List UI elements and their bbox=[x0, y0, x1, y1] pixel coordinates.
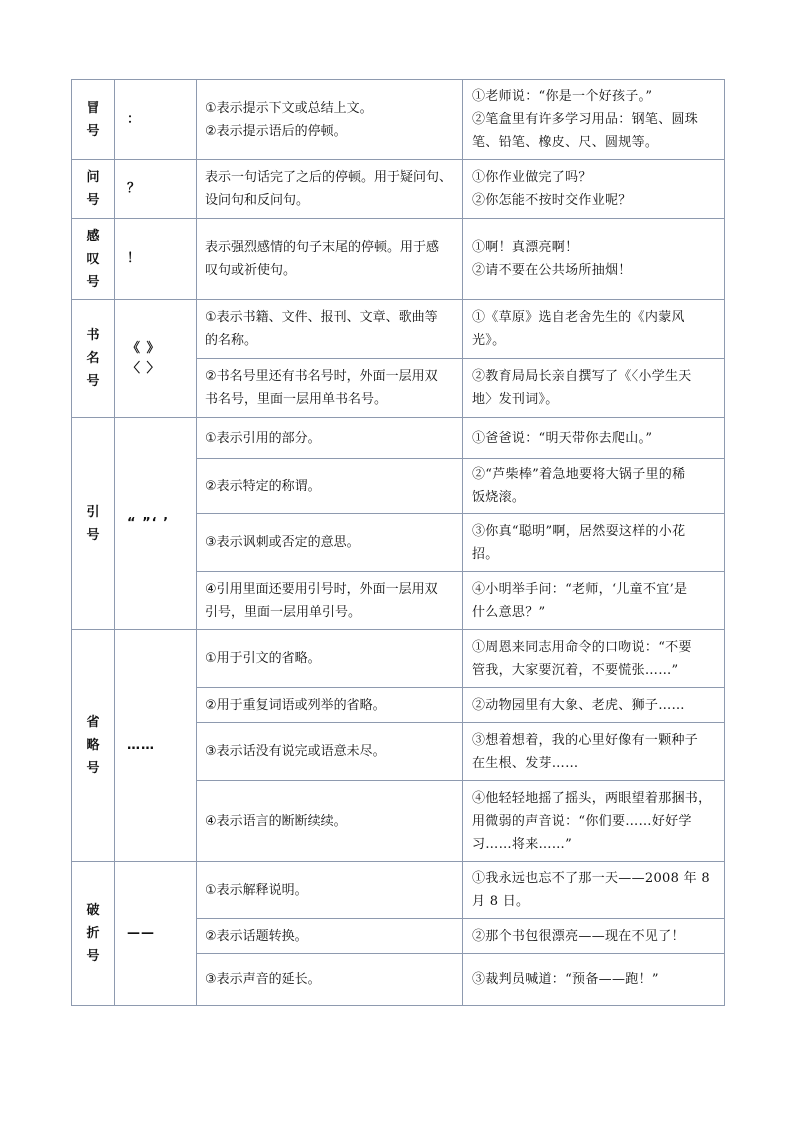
punctuation-name-char: 叹 bbox=[86, 251, 100, 267]
usage-text: ③表示话没有说完或语意未尽。 bbox=[205, 744, 386, 759]
punctuation-symbol: “ ”‘ ’ bbox=[127, 515, 170, 531]
example-text: ②动物园里有大象、老虎、狮子…… bbox=[472, 697, 685, 713]
example-text: 什么意思？” bbox=[472, 604, 546, 620]
usage-text: ②书名号里还有书名号时，外面一层用双 bbox=[205, 369, 438, 384]
punctuation-name-char: 引 bbox=[86, 504, 100, 520]
usage-text: ①表示书籍、文件、报刊、文章、歌曲等 bbox=[205, 310, 438, 325]
table-row bbox=[72, 630, 725, 688]
punctuation-name-char: 号 bbox=[86, 527, 100, 543]
punctuation-name-char: 号 bbox=[86, 949, 100, 964]
usage-text: ③表示声音的延长。 bbox=[205, 972, 321, 987]
usage-text: ①表示提示下文或总结上文。 bbox=[205, 100, 373, 116]
table-row bbox=[72, 418, 725, 459]
punctuation-name-char: 号 bbox=[86, 761, 100, 776]
punctuation-name-char: 书 bbox=[86, 328, 100, 343]
example-cell bbox=[463, 219, 725, 300]
punctuation-symbol: 〈 〉 bbox=[127, 360, 161, 376]
punctuation-symbol-cell bbox=[115, 80, 197, 160]
usage-text: 书名号，里面一层用单书名号。 bbox=[205, 392, 388, 407]
usage-cell bbox=[197, 630, 463, 688]
example-text: 习……将来……” bbox=[472, 836, 573, 852]
usage-cell bbox=[197, 514, 463, 572]
example-cell bbox=[463, 459, 725, 514]
usage-text: 表示一句话完了之后的停顿。用于疑问句、 bbox=[205, 170, 453, 185]
usage-cell bbox=[197, 80, 463, 160]
usage-cell bbox=[197, 219, 463, 300]
usage-text: ④引用里面还要用引号时，外面一层用双 bbox=[205, 581, 438, 597]
punctuation-symbol: —— bbox=[127, 925, 155, 941]
example-cell bbox=[463, 80, 725, 160]
example-text: 招。 bbox=[472, 546, 499, 562]
usage-text: ①用于引文的省略。 bbox=[205, 651, 321, 666]
punctuation-name-char: 破 bbox=[86, 903, 100, 918]
example-text: ①我永远也忘不了那一天——2008 年 8 bbox=[472, 871, 710, 886]
example-cell bbox=[463, 862, 725, 919]
usage-cell bbox=[197, 723, 463, 781]
table-row bbox=[72, 219, 725, 300]
example-text: 在生根、发芽…… bbox=[472, 755, 579, 771]
usage-cell bbox=[197, 300, 463, 359]
punctuation-symbol-cell bbox=[115, 300, 197, 418]
usage-text: ③表示讽刺或否定的意思。 bbox=[205, 535, 360, 550]
usage-cell bbox=[197, 572, 463, 630]
usage-cell bbox=[197, 954, 463, 1006]
example-text: 用微弱的声音说：“你们要……好好学 bbox=[472, 813, 692, 829]
example-text: 光》。 bbox=[472, 333, 506, 348]
example-text: ①老师说：“你是一个好孩子。” bbox=[472, 89, 653, 104]
usage-text: ④表示语言的断断续续。 bbox=[205, 813, 347, 829]
example-text: 地〉发刊词》。 bbox=[472, 392, 559, 407]
punctuation-symbol: …… bbox=[127, 737, 155, 753]
punctuation-name-char: 冒 bbox=[86, 100, 100, 116]
punctuation-name-char: 略 bbox=[86, 738, 100, 753]
example-text: ②教育局局长亲自撰写了《〈小学生天 bbox=[472, 369, 692, 384]
punctuation-name-cell bbox=[72, 160, 115, 219]
example-text: ②“芦柴棒”着急地要将大锅子里的稀 bbox=[472, 467, 686, 482]
example-text: 饭烧滚。 bbox=[472, 490, 526, 505]
example-text: ②请不要在公共场所抽烟！ bbox=[472, 263, 632, 278]
example-text: 管我，大家要沉着，不要慌张……” bbox=[472, 662, 679, 678]
punctuation-symbol-cell bbox=[115, 219, 197, 300]
usage-cell bbox=[197, 459, 463, 514]
punctuation-symbol-cell bbox=[115, 630, 197, 862]
example-text: 月 8 日。 bbox=[472, 894, 530, 909]
example-text: ②你怎能不按时交作业呢？ bbox=[472, 193, 632, 208]
usage-cell bbox=[197, 781, 463, 862]
example-cell bbox=[463, 572, 725, 630]
example-text: ①《草原》选自老舍先生的《内蒙风 bbox=[472, 310, 685, 325]
usage-cell bbox=[197, 418, 463, 459]
usage-text: 引号，里面一层用单引号。 bbox=[205, 604, 362, 620]
punctuation-symbol-cell bbox=[115, 160, 197, 219]
usage-text: ②表示话题转换。 bbox=[205, 928, 308, 944]
usage-cell bbox=[197, 688, 463, 723]
punctuation-symbol: 《 》 bbox=[127, 340, 161, 356]
example-text: ③裁判员喊道：“预备——跑！” bbox=[472, 972, 659, 987]
usage-cell bbox=[197, 160, 463, 219]
usage-cell bbox=[197, 359, 463, 418]
usage-text: ②表示特定的称谓。 bbox=[205, 478, 321, 494]
usage-cell bbox=[197, 919, 463, 954]
punctuation-name-cell bbox=[72, 862, 115, 1006]
punctuation-symbol: ： bbox=[127, 111, 142, 127]
punctuation-name-cell bbox=[72, 219, 115, 300]
example-text: 笔、铅笔、橡皮、尺、圆规等。 bbox=[472, 135, 659, 150]
example-text: ④他轻轻地摇了摇头，两眼望着那捆书， bbox=[472, 790, 712, 806]
example-text: ①爸爸说：“明天带你去爬山。” bbox=[472, 430, 653, 446]
usage-text: ②用于重复词语或列举的省略。 bbox=[205, 697, 386, 713]
punctuation-symbol-cell bbox=[115, 862, 197, 1006]
example-text: ③想着想着，我的心里好像有一颗种子 bbox=[472, 732, 699, 748]
example-cell bbox=[463, 300, 725, 359]
punctuation-name-cell bbox=[72, 418, 115, 630]
punctuation-name-char: 问 bbox=[86, 170, 100, 185]
usage-text: 表示强烈感情的句子末尾的停顿。用于感 bbox=[205, 240, 440, 255]
punctuation-name-char: 感 bbox=[86, 228, 100, 244]
punctuation-name-char: 折 bbox=[86, 926, 100, 941]
usage-text: ①表示解释说明。 bbox=[205, 882, 308, 898]
punctuation-name-char: 号 bbox=[86, 274, 100, 290]
example-text: ②那个书包很漂亮——现在不见了！ bbox=[472, 928, 685, 944]
table-row bbox=[72, 300, 725, 359]
punctuation-name-char: 省 bbox=[86, 715, 100, 730]
example-cell bbox=[463, 919, 725, 954]
example-text: ①你作业做完了吗？ bbox=[472, 170, 592, 185]
usage-text: ①表示引用的部分。 bbox=[205, 430, 321, 446]
punctuation-symbol: ！ bbox=[127, 251, 142, 266]
example-cell bbox=[463, 954, 725, 1006]
usage-text: 叹句或祈使句。 bbox=[205, 263, 297, 278]
punctuation-name-cell bbox=[72, 630, 115, 862]
punctuation-name-cell bbox=[72, 300, 115, 418]
punctuation-name-char: 号 bbox=[86, 123, 100, 139]
example-cell bbox=[463, 359, 725, 418]
punctuation-symbol-cell bbox=[115, 418, 197, 630]
example-cell bbox=[463, 723, 725, 781]
table-row bbox=[72, 80, 725, 160]
table-row bbox=[72, 862, 725, 919]
example-cell bbox=[463, 688, 725, 723]
punctuation-name-char: 名 bbox=[86, 351, 100, 366]
example-cell bbox=[463, 781, 725, 862]
table-row bbox=[72, 160, 725, 219]
example-cell bbox=[463, 630, 725, 688]
usage-text: 的名称。 bbox=[205, 333, 258, 348]
example-cell bbox=[463, 514, 725, 572]
punctuation-symbol: ？ bbox=[127, 181, 142, 196]
example-cell bbox=[463, 418, 725, 459]
example-text: ①啊！真漂亮啊！ bbox=[472, 240, 579, 255]
punctuation-name-cell bbox=[72, 80, 115, 160]
usage-text: ②表示提示语后的停顿。 bbox=[205, 123, 347, 139]
example-text: ④小明举手问：“老师，‘儿童不宜’是 bbox=[472, 581, 688, 597]
example-cell bbox=[463, 160, 725, 219]
punctuation-table-body bbox=[72, 80, 725, 1006]
punctuation-name-char: 号 bbox=[86, 193, 100, 208]
usage-cell bbox=[197, 862, 463, 919]
punctuation-table bbox=[71, 79, 725, 1006]
punctuation-name-char: 号 bbox=[86, 374, 100, 389]
example-text: ②笔盒里有许多学习用品：钢笔、圆珠 bbox=[472, 112, 699, 127]
example-text: ①周恩来同志用命令的口吻说：“不要 bbox=[472, 639, 692, 655]
example-text: ③你真“聪明”啊，居然耍这样的小花 bbox=[472, 523, 686, 539]
usage-text: 设问句和反问句。 bbox=[205, 193, 310, 208]
